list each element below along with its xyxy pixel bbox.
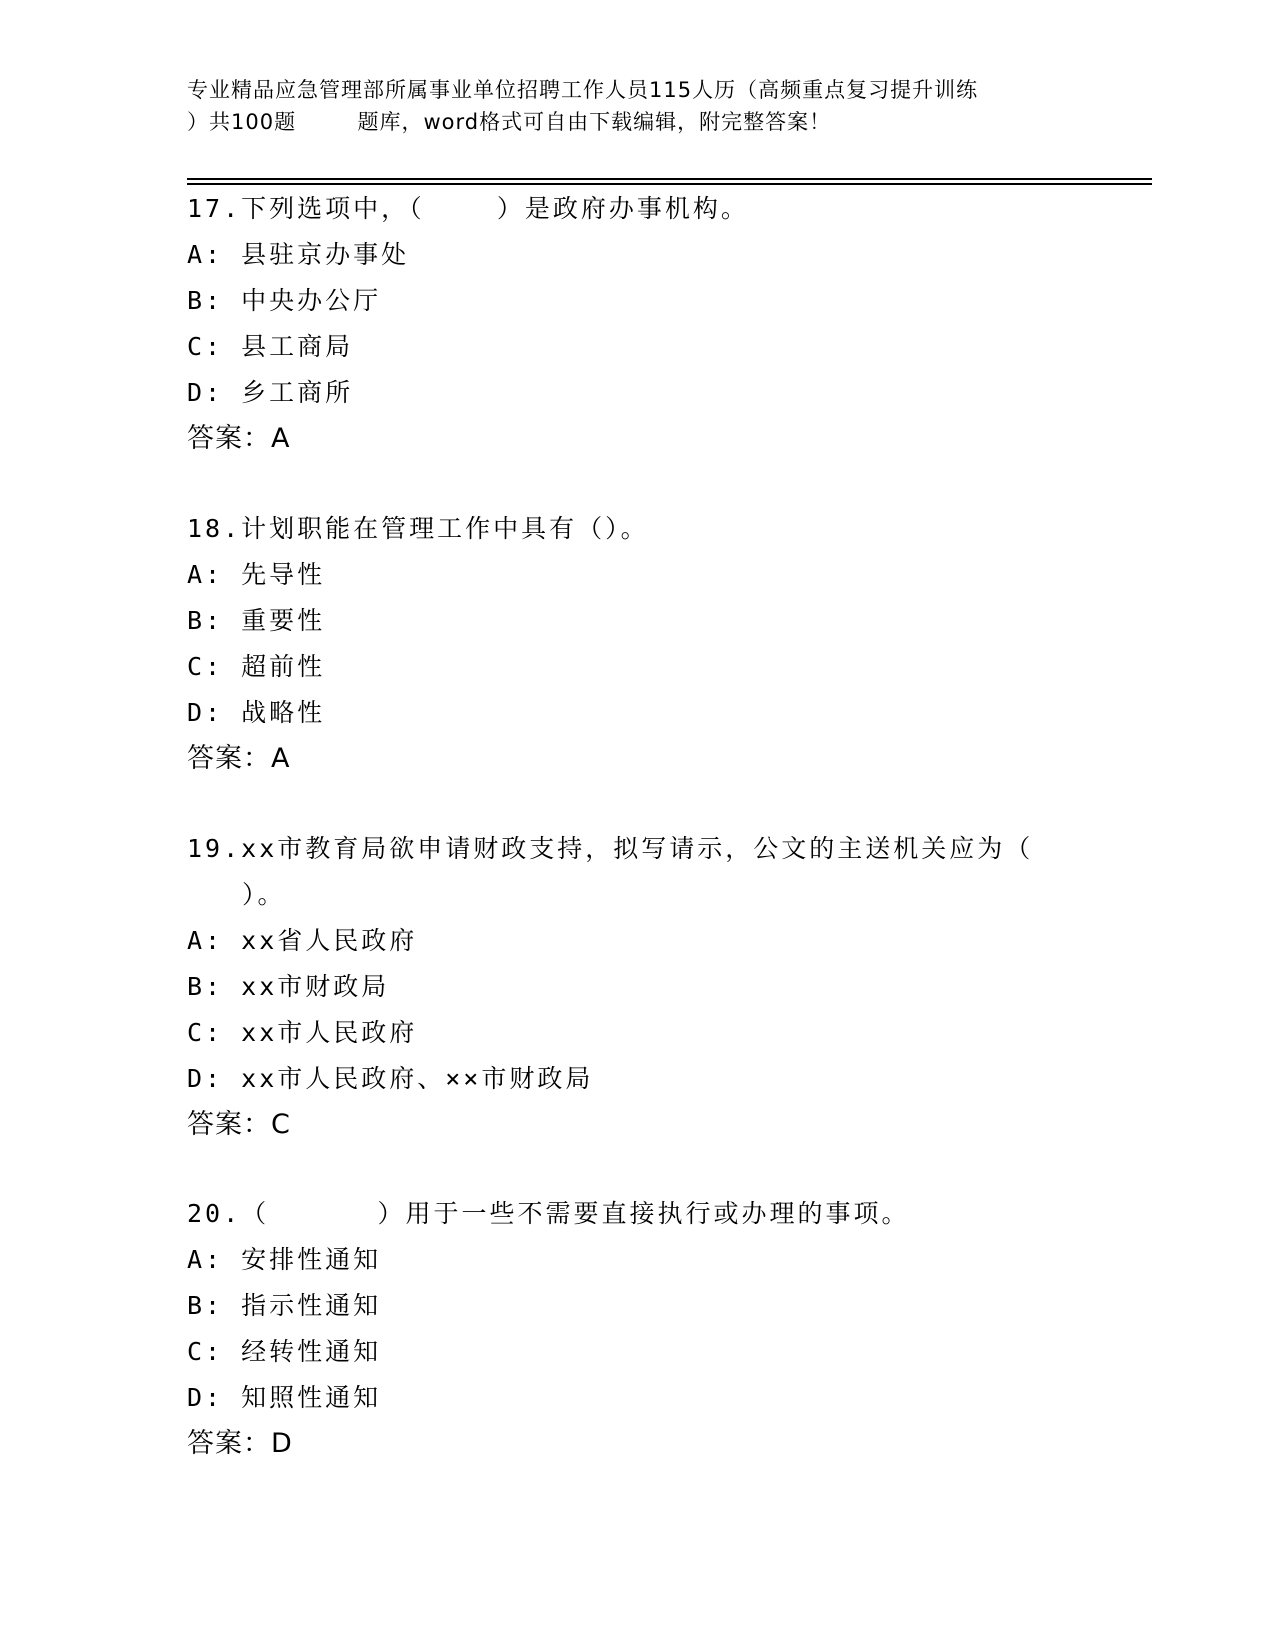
answer: 答案：C — [187, 1109, 291, 1140]
document-header — [187, 74, 1087, 138]
question-17 — [187, 186, 1087, 462]
option-b: B: 中央办公厅 — [187, 286, 382, 315]
option-a: A: xx省人民政府 — [187, 926, 418, 955]
header-title-line-2: ）共100题 题库，word格式可自由下载编辑，附完整答案！ — [187, 110, 832, 134]
option-d: D: 战略性 — [187, 698, 326, 727]
header-divider-top — [187, 178, 1152, 180]
header-divider-bottom — [187, 183, 1152, 185]
option-c: C: 经转性通知 — [187, 1337, 382, 1366]
option-c: C: 县工商局 — [187, 332, 354, 361]
header-title-line-1: 专业精品应急管理部所属事业单位招聘工作人员115人历（高频重点复习提升训练 — [187, 78, 979, 102]
option-c: C: xx市人民政府 — [187, 1018, 418, 1047]
option-b: B: 指示性通知 — [187, 1291, 382, 1320]
question-18 — [187, 506, 1087, 782]
option-c: C: 超前性 — [187, 652, 326, 681]
option-a: A: 安排性通知 — [187, 1245, 382, 1274]
question-stem-continuation: ）。 — [242, 880, 286, 909]
option-b: B: 重要性 — [187, 606, 326, 635]
option-d: D: 乡工商所 — [187, 378, 354, 407]
option-a: A: 先导性 — [187, 560, 326, 589]
answer: 答案：A — [187, 743, 291, 774]
answer: 答案：A — [187, 423, 291, 454]
option-d: D: 知照性通知 — [187, 1383, 382, 1412]
question-stem: 17.下列选项中，（ ）是政府办事机构。 — [187, 194, 749, 223]
option-d: D: xx市人民政府、××市财政局 — [187, 1064, 594, 1093]
question-20 — [187, 1191, 1087, 1467]
question-stem: 19.xx市教育局欲申请财政支持，拟写请示，公文的主送机关应为（ — [187, 834, 1034, 863]
answer: 答案：D — [187, 1428, 293, 1459]
question-stem: 18.计划职能在管理工作中具有（）。 — [187, 514, 649, 543]
option-a: A: 县驻京办事处 — [187, 240, 410, 269]
question-stem: 20.（ ）用于一些不需要直接执行或办理的事项。 — [187, 1199, 910, 1228]
question-19 — [187, 826, 1087, 1148]
option-b: B: xx市财政局 — [187, 972, 390, 1001]
